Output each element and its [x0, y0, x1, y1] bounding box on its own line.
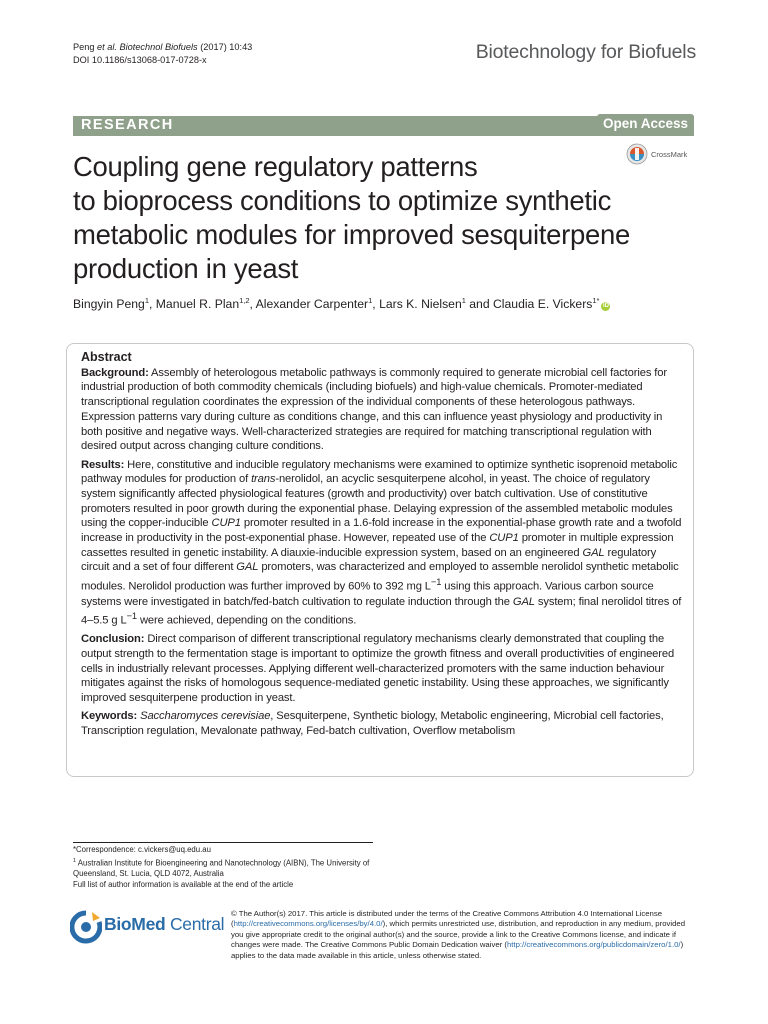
title-line: to bioprocess conditions to optimize synthetic	[73, 185, 612, 216]
abstract	[81, 350, 686, 742]
title-line: metabolic modules for improved sesquiterpene	[73, 219, 630, 250]
license-statement	[231, 909, 695, 961]
citation-journal: et al. Biotechnol Biofuels	[97, 42, 198, 52]
correspondence: *Correspondence: c.vickers@uq.edu.au	[73, 845, 211, 854]
results-italic: CUP1	[489, 532, 519, 545]
abstract-conclusion	[81, 632, 686, 706]
background-label: Background:	[81, 366, 149, 379]
license-text: © The Author(s) 2017. This article is distributed under the terms of the Creative Commons Attribution 4.0 International License (	[231, 909, 663, 929]
results-text: promoter resulted in a 1.6-fold increase in the exponential-phase growth rate and a twofold increase in productivity in the post-exponential phase. However, repeated use of the	[81, 517, 682, 545]
journal-name: Biotechnology for Biofuels	[475, 41, 696, 63]
author-list	[73, 296, 610, 311]
author-affiliation: 1*	[592, 296, 600, 305]
results-text: system; final nerolidol titres of 4–5.5 g L	[81, 595, 682, 628]
license-link[interactable]: http://creativecommons.org/publicdomain/zero/1.0/	[506, 940, 681, 950]
affiliation-note	[73, 856, 373, 880]
keywords-label: Keywords:	[81, 710, 138, 723]
author-affiliation: 1	[461, 296, 466, 305]
author-affiliation: 1,2	[239, 296, 250, 305]
results-italic: CUP1	[211, 517, 241, 530]
title-line: Coupling gene regulatory patterns	[73, 151, 478, 182]
keywords-species: Saccharomyces cerevisiae	[137, 710, 271, 723]
results-label: Results:	[81, 458, 125, 471]
author-name: Claudia E. Vickers	[493, 297, 593, 312]
section-banner	[73, 116, 694, 136]
keywords-text: , Sesquiterpene, Synthetic biology, Metabolic engineering, Microbial cell factories, Transcription regulation, Mevalonate pathway, Fed-batch cultivation, Overflow metabolism	[81, 710, 664, 738]
results-italic: GAL	[582, 546, 605, 559]
publisher-name-bold: BioMed	[104, 914, 166, 934]
author-separator: ,	[149, 297, 156, 312]
crossmark-label: CrossMark	[651, 150, 688, 159]
citation-authors: Peng	[73, 42, 98, 52]
conclusion-text: Direct comparison of different transcriptional regulatory mechanisms clearly demonstrated that coupling the output strength to the fermentation stage is important to optimize the growth fitness and overall productivities of engineered cells in industrially relevant processes. Applying different well-characterized promoters with the same induction behaviour mitigates against the risks of homologous sequence-mediated genetic instability. Using these approaches, we significantly improved sesquiterpene production in yeast.	[81, 633, 675, 705]
results-italic: GAL	[236, 561, 259, 574]
open-access-badge: Open Access	[597, 114, 694, 133]
background-text: Assembly of heterologous metabolic pathways is commonly required to generate microbial cell factories for industrial production of both commodity chemicals (including biofuels) and high-value chemicals. Promoter-mediated transcriptional regulation coordinates the expression of the individual components of these heterologous pathways. Expression patterns vary during culture as conditions change, and this can influence yeast physiology and productivity in both positive and negative ways. Well-characterized strategies are required for matching transcriptional regulation with desired output across changing culture conditions.	[81, 366, 668, 453]
results-italic: trans	[251, 473, 276, 486]
results-text: were achieved, depending on the conditions.	[136, 615, 357, 628]
license-text: ) applies to the data made available in this article, unless otherwise stated.	[231, 940, 684, 960]
section-label: RESEARCH	[81, 117, 174, 133]
author-separator: ,	[372, 297, 380, 312]
results-text: promoters, was characterized and employed to assemble nerolidol synthetic metabolic modules. Nerolidol production was further improved by 60% to 392 mg L	[81, 561, 679, 593]
article-title	[73, 150, 693, 286]
affiliation-number: 1	[73, 857, 77, 864]
author-info-note: Full list of author information is available at the end of the article	[73, 879, 294, 889]
results-superscript: −1	[430, 577, 442, 588]
author-name: Lars K. Nielsen	[379, 297, 462, 312]
author-name: Manuel R. Plan	[155, 297, 240, 312]
publisher-logo[interactable]	[70, 910, 230, 946]
license-link[interactable]: http://creativecommons.org/licenses/by/4.0/	[233, 919, 383, 929]
abstract-results	[81, 458, 686, 629]
abstract-keywords	[81, 709, 686, 738]
footnote-divider	[73, 842, 373, 843]
author-separator: ,	[249, 297, 256, 312]
citation-line	[73, 41, 252, 54]
conclusion-label: Conclusion:	[81, 633, 145, 646]
results-italic: GAL	[512, 595, 535, 608]
results-text: regulatory circuit and a set of four different	[81, 546, 657, 574]
doi[interactable]: DOI 10.1186/s13068-017-0728-x	[73, 55, 207, 65]
biomed-central-icon	[70, 910, 102, 944]
results-text: using this approach. Various carbon source systems were investigated in batch/fed-batch cultivation to regulate induction through the	[81, 580, 654, 608]
publisher-wordmark	[104, 914, 224, 935]
author-affiliation: 1	[144, 296, 149, 305]
abstract-heading: Abstract	[81, 350, 132, 364]
results-text: Here, constitutive and inducible regulatory mechanisms were examined to optimize synthetic isoprenoid metabolic pathway modules for production of	[81, 458, 678, 486]
citation-year-volume: (2017) 10:43	[197, 42, 253, 52]
author-name: Alexander Carpenter	[255, 297, 369, 312]
results-text: promoter in multiple expression cassettes resulted in genetic instability. A diauxie-inducible expression system, based on an engineered	[81, 532, 674, 559]
license-text: ), which permits unrestricted use, distribution, and reproduction in any medium, provided you give appropriate credit to the original author(s) and the source, provide a link to the Creative Commons license, and indicate if changes were made. The Creative Commons Public Domain Dedication waiver (	[231, 919, 686, 950]
author-name: Bingyin Peng	[73, 297, 145, 312]
title-line: production in yeast	[73, 253, 299, 284]
publisher-name-regular: Central	[165, 914, 225, 934]
orcid-icon[interactable]: iD	[602, 303, 609, 310]
citation-header	[73, 41, 252, 67]
author-affiliation: 1	[368, 296, 373, 305]
footnotes	[73, 845, 373, 891]
author-separator: and	[465, 297, 493, 312]
results-text: -nerolidol, an acyclic sesquiterpene alcohol, in yeast. The choice of regulatory system significantly affected physiological features (growth and productivity) over batch cultivation. Use of constitutive promoters resulted in poor growth during the exponential phase. Delaying expression of the assembled metabolic modules using the copper-inducible	[81, 473, 673, 530]
affiliation-text: Australian Institute for Bioengineering and Nanotechnology (AIBN), The University of Queensland, St. Lucia, QLD 4072, Australia	[73, 858, 370, 879]
abstract-background	[81, 366, 686, 454]
results-superscript: −1	[126, 611, 137, 622]
